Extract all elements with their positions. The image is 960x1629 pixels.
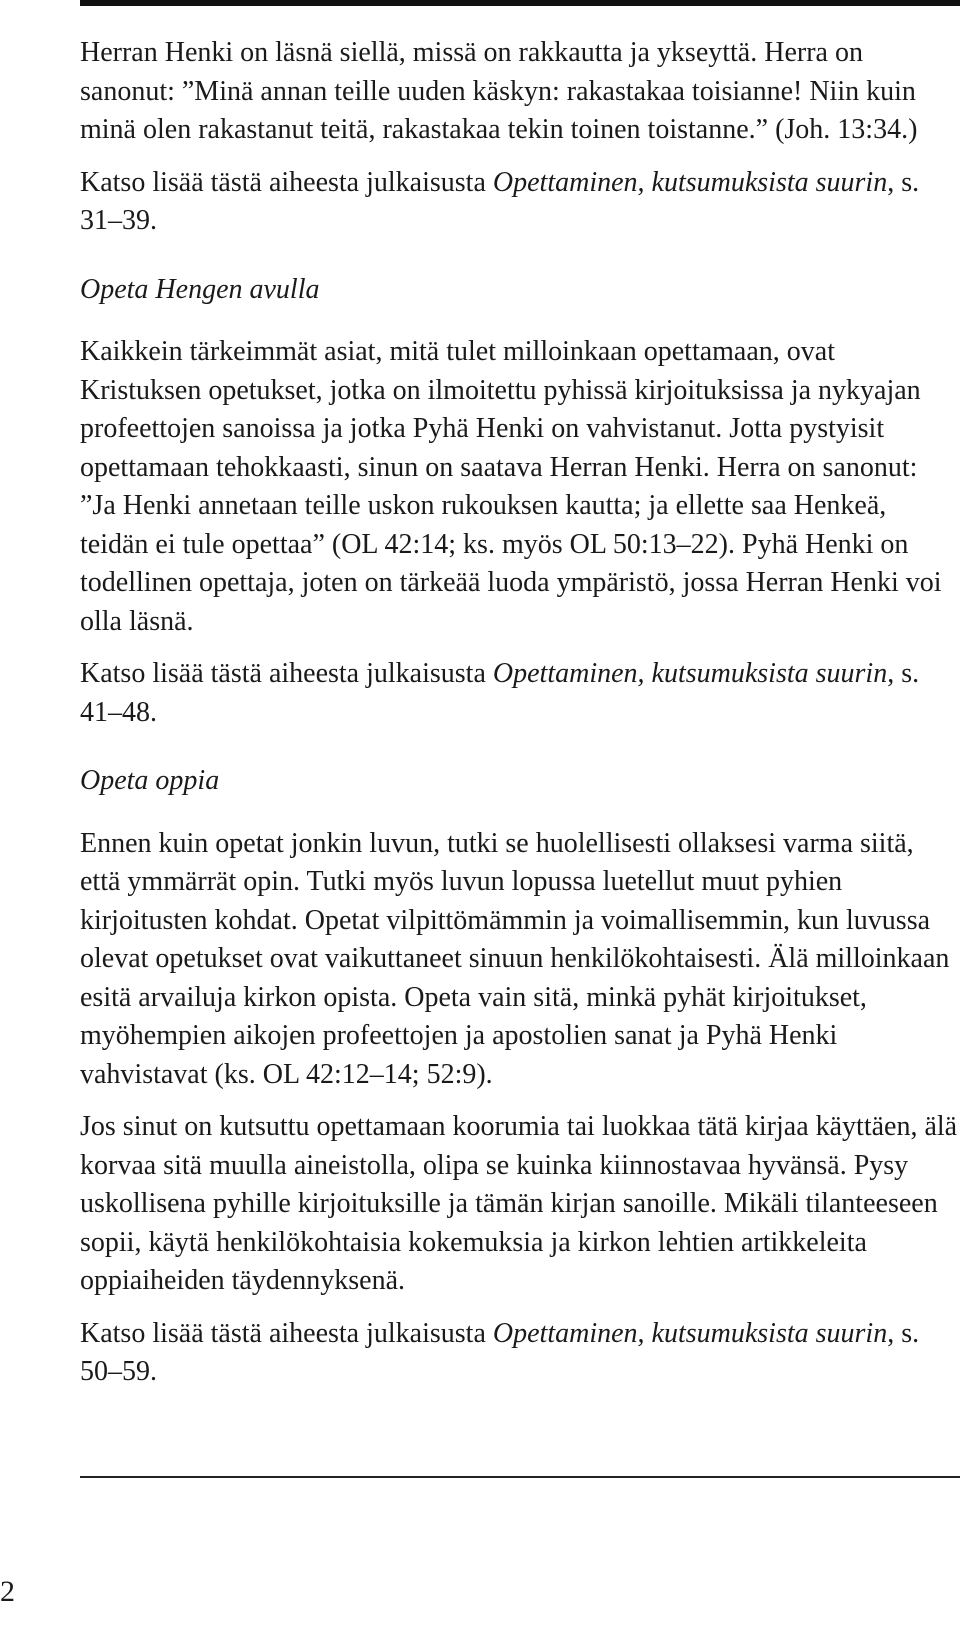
reference-pages: , s. 31–39. bbox=[80, 166, 920, 236]
bottom-rule bbox=[80, 1476, 960, 1478]
reference-lead: Katso lisää tästä aiheesta julkaisusta bbox=[80, 658, 493, 689]
reference-note bbox=[80, 1315, 960, 1392]
reference-title: Opettaminen, kutsumuksista suurin bbox=[492, 1317, 888, 1349]
reference-pages: , s. 41–48. bbox=[80, 658, 920, 728]
reference-title: Opettaminen, kutsumuksista suurin bbox=[492, 658, 888, 689]
reference-note bbox=[80, 655, 960, 732]
reference-lead: Katso lisää tästä aiheesta julkaisusta bbox=[80, 166, 493, 198]
body-paragraph: Ennen kuin opetat jonkin luvun, tutki se huolellisesti ollaksesi varma siitä, että ymmärrät opin. Tutki myös luvun lopussa luetellut muut pyhien kirjoitusten kohdat. Opetat vilpittömämmin ja voimallisemmin, kun luvussa olevat opetukset ovat vaikuttaneet sinuun henkilökohtaisesti. Älä milloinkaan esitä arvailuja kirkon opista. Opeta vain sitä, minkä pyhät kirjoitukset, myöhempien aikojen profeettojen ja apostolien sanat ja Pyhä Henki vahvistavat (ks. OL 42:12–14; 52:9). bbox=[80, 827, 950, 1090]
section-heading: Opeta Hengen avulla bbox=[80, 273, 320, 305]
reference-lead: Katso lisää tästä aiheesta julkaisusta bbox=[80, 1317, 493, 1349]
body-paragraph: Jos sinut on kutsuttu opettamaan koorumia tai luokkaa tätä kirjaa käyttäen, älä korvaa sitä muulla aineistolla, olipa se kuinka kiinnostavaa hyvänsä. Pysy uskollisena pyhille kirjoituksille ja tämän kirjan sanoille. Mikäli tilanteeseen sopii, käytä henkilökohtaisia kokemuksia ja kirkon lehtien artikkeleita oppiaiheiden täydennyksenä. bbox=[80, 1111, 958, 1296]
reference-pages: , s. 50–59. bbox=[80, 1317, 920, 1387]
section-heading: Opeta oppia bbox=[80, 765, 220, 796]
body-paragraph: Herran Henki on läsnä siellä, missä on rakkautta ja ykseyttä. Herra on sanonut: ”Minä annan teille uuden käskyn: rakastakaa toisianne! Niin kuin minä olen rakastanut teitä, rakastakaa tekin toinen toistanne.” (Joh. 13:34.) bbox=[80, 37, 918, 145]
page-number: 2 bbox=[0, 1575, 15, 1608]
page-body bbox=[80, 34, 960, 1392]
reference-note bbox=[80, 164, 960, 241]
top-rule bbox=[80, 0, 960, 6]
body-paragraph: Kaikkein tärkeimmät asiat, mitä tulet milloinkaan opettamaan, ovat Kristuksen opetukset, jotka on ilmoitettu pyhissä kirjoituksissa ja nykyajan profeettojen sanoissa ja jotka Pyhä Henki on vahvistanut. Jotta pystyisit opettamaan tehokkaasti, sinun on saatava Herran Henki. Herra on sanonut: ”Ja Henki annetaan teille uskon rukouksen kautta; ja ellette saa Henkeä, teidän ei tule opettaa” (OL 42:14; ks. myös OL 50:13–22). Pyhä Henki on todellinen opettaja, joten on tärkeää luoda ympäristö, jossa Herran Henki voi olla läsnä. bbox=[80, 336, 942, 637]
reference-title: Opettaminen, kutsumuksista suurin bbox=[492, 166, 888, 198]
